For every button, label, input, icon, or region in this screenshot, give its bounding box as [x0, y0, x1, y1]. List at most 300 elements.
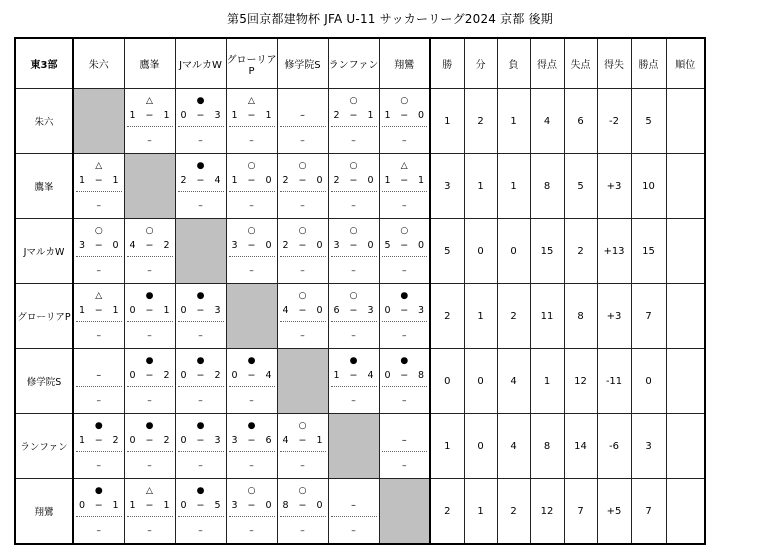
pk-score: – [96, 461, 101, 471]
match-result [227, 219, 277, 283]
score-own: 0 [180, 370, 187, 381]
score-dash: − [145, 110, 154, 121]
result-mark: ● [196, 486, 205, 496]
score-dash: − [94, 305, 103, 316]
score-dash: − [247, 435, 256, 446]
score-own: 1 [333, 370, 340, 381]
table-row [15, 479, 705, 545]
match-result [380, 219, 430, 283]
score-own: 4 [282, 305, 289, 316]
match-cell [124, 479, 175, 545]
dotted-divider [229, 256, 275, 257]
column-header-stat: 負 [497, 38, 530, 89]
result-mark: ● [196, 421, 205, 431]
match-score [79, 175, 119, 187]
result-mark: ● [196, 96, 205, 106]
match-cell [175, 284, 226, 349]
match-result [278, 219, 328, 283]
score-dash: − [145, 370, 154, 381]
column-header-stat: 失点 [564, 38, 597, 89]
match-score [334, 370, 374, 382]
match-cell [124, 89, 175, 154]
score-own: 0 [129, 305, 136, 316]
score-opponent: 3 [367, 305, 374, 316]
division-label: 東3部 [15, 38, 73, 89]
stat-cell: 5 [631, 89, 666, 154]
stat-cell: +13 [597, 219, 631, 284]
dotted-divider [127, 256, 173, 257]
dotted-divider [229, 191, 275, 192]
match-result [227, 479, 277, 543]
match-cell [379, 349, 430, 414]
stat-cell: 15 [530, 219, 564, 284]
match-cell [73, 219, 124, 284]
score-dash: − [247, 500, 256, 511]
result-mark: ○ [145, 226, 154, 236]
stat-cell [666, 154, 705, 219]
match-score [232, 240, 272, 252]
stat-cell: 0 [464, 349, 497, 414]
dotted-divider [178, 191, 224, 192]
pk-score: – [96, 396, 101, 406]
match-cell [379, 284, 430, 349]
dotted-divider [178, 126, 224, 127]
header-row [15, 38, 705, 89]
result-mark: ○ [247, 486, 256, 496]
pk-score: – [402, 461, 407, 471]
dotted-divider [127, 321, 173, 322]
score-opponent: 0 [417, 110, 424, 121]
pk-score: – [198, 331, 203, 341]
score-dash: − [349, 240, 358, 251]
match-cell [379, 154, 430, 219]
match-result [329, 219, 379, 283]
pk-score: – [300, 331, 305, 341]
result-mark: △ [95, 291, 103, 301]
result-mark: ● [400, 291, 409, 301]
score-dash: − [94, 240, 103, 251]
stat-cell: 12 [564, 349, 597, 414]
match-result [329, 284, 379, 348]
pk-score: – [198, 396, 203, 406]
match-score [385, 175, 425, 187]
row-team-name: グローリアP [15, 284, 73, 349]
stat-cell: 2 [464, 89, 497, 154]
stat-cell: 15 [631, 219, 666, 284]
result-mark: ○ [247, 226, 256, 236]
match-result [74, 349, 124, 413]
match-score [130, 435, 170, 447]
result-mark: ○ [349, 226, 358, 236]
match-result [380, 284, 430, 348]
match-result [380, 349, 430, 413]
stat-cell: 8 [564, 284, 597, 349]
match-cell [277, 284, 328, 349]
pk-score: – [198, 136, 203, 146]
score-own: 5 [384, 240, 391, 251]
stat-cell: 5 [564, 154, 597, 219]
dotted-divider [280, 516, 326, 517]
score-own: 3 [333, 240, 340, 251]
score-dash: – [401, 435, 407, 446]
page-title: 第5回京都建物杯 JFA U-11 サッカーリーグ2024 京都 後期 [227, 12, 553, 26]
score-dash: − [349, 370, 358, 381]
stat-cell [666, 284, 705, 349]
match-score [385, 305, 425, 317]
match-cell [175, 349, 226, 414]
score-dash: − [247, 240, 256, 251]
result-mark: ○ [94, 226, 103, 236]
score-opponent: 0 [367, 175, 374, 186]
pk-score: – [198, 461, 203, 471]
match-cell [175, 414, 226, 479]
dotted-divider [76, 516, 122, 517]
column-header-team: JマルカW [175, 38, 226, 89]
match-cell [277, 479, 328, 545]
score-opponent: 1 [163, 500, 170, 511]
score-own: 0 [180, 110, 187, 121]
score-dash: − [400, 110, 409, 121]
pk-score: – [351, 266, 356, 276]
match-result [125, 349, 175, 413]
match-result [74, 219, 124, 283]
score-own: 0 [129, 435, 136, 446]
match-score [130, 500, 170, 512]
score-dash: − [349, 110, 358, 121]
pk-score: – [198, 201, 203, 211]
score-own: 1 [129, 500, 136, 511]
match-score [334, 500, 374, 512]
result-mark: ○ [400, 226, 409, 236]
match-cell [73, 284, 124, 349]
result-mark: △ [248, 96, 255, 106]
pk-score: – [96, 201, 101, 211]
self-match-cell [73, 89, 124, 154]
score-opponent: 1 [163, 305, 170, 316]
column-header-stat: 得点 [530, 38, 564, 89]
match-cell [73, 479, 124, 545]
stat-cell: 1 [464, 154, 497, 219]
result-mark: ○ [298, 161, 307, 171]
pk-score: – [351, 136, 356, 146]
score-own: 2 [180, 175, 187, 186]
score-dash: − [196, 110, 205, 121]
row-team-name: 翔鸞 [15, 479, 73, 545]
match-result [380, 414, 430, 478]
score-opponent: 1 [265, 110, 272, 121]
dotted-divider [229, 451, 275, 452]
table-row [15, 349, 705, 414]
score-own: 1 [79, 175, 86, 186]
match-result [278, 89, 328, 153]
pk-score: – [96, 526, 101, 536]
score-opponent: 4 [265, 370, 272, 381]
result-mark: △ [400, 161, 408, 171]
dotted-divider [331, 516, 377, 517]
score-dash: − [145, 500, 154, 511]
match-score [385, 370, 425, 382]
match-score [130, 110, 170, 122]
score-opponent: 2 [163, 240, 170, 251]
match-result [74, 284, 124, 348]
result-mark: ○ [298, 226, 307, 236]
column-header-team: 修学院S [277, 38, 328, 89]
match-result [227, 414, 277, 478]
score-opponent: 0 [265, 240, 272, 251]
pk-score: – [351, 396, 356, 406]
match-result [176, 89, 226, 153]
match-result [74, 414, 124, 478]
match-score [130, 370, 170, 382]
match-cell [328, 219, 379, 284]
match-cell [328, 89, 379, 154]
score-opponent: 5 [214, 500, 221, 511]
stat-cell: 8 [530, 414, 564, 479]
score-dash: − [298, 175, 307, 186]
stat-cell: 4 [497, 414, 530, 479]
stat-cell: 1 [430, 414, 464, 479]
score-dash: − [349, 305, 358, 316]
score-opponent: 0 [367, 240, 374, 251]
score-dash: − [94, 500, 103, 511]
match-result [329, 479, 379, 543]
score-opponent: 1 [112, 305, 119, 316]
dotted-divider [331, 321, 377, 322]
row-team-name: 朱六 [15, 89, 73, 154]
score-dash: − [298, 435, 307, 446]
pk-score: – [249, 461, 254, 471]
pk-score: – [96, 266, 101, 276]
result-mark: ● [196, 356, 205, 366]
score-own: 2 [333, 110, 340, 121]
pk-score: – [249, 136, 254, 146]
stat-cell [666, 89, 705, 154]
score-own: 0 [384, 370, 391, 381]
match-result [329, 349, 379, 413]
stat-cell: 3 [430, 154, 464, 219]
match-result [176, 349, 226, 413]
pk-score: – [351, 526, 356, 536]
match-result [329, 154, 379, 218]
stat-cell: 14 [564, 414, 597, 479]
match-result [176, 284, 226, 348]
stat-cell: 0 [430, 349, 464, 414]
stat-cell: 2 [497, 479, 530, 545]
result-mark: ● [349, 356, 358, 366]
score-dash: − [196, 500, 205, 511]
stat-cell: 8 [530, 154, 564, 219]
dotted-divider [382, 451, 428, 452]
score-dash: − [145, 240, 154, 251]
match-result [227, 349, 277, 413]
score-opponent: 0 [316, 500, 323, 511]
match-score [283, 175, 323, 187]
stat-cell: 0 [464, 414, 497, 479]
dotted-divider [178, 451, 224, 452]
column-header-stat: 得失 [597, 38, 631, 89]
stat-cell: 1 [530, 349, 564, 414]
score-opponent: 0 [316, 175, 323, 186]
pk-score: – [300, 526, 305, 536]
pk-score: – [147, 526, 152, 536]
score-own: 1 [231, 110, 238, 121]
match-cell [73, 154, 124, 219]
stat-cell: 1 [497, 89, 530, 154]
row-team-name: ランファン [15, 414, 73, 479]
score-dash: − [298, 240, 307, 251]
score-own: 3 [231, 435, 238, 446]
match-result [329, 89, 379, 153]
match-score [181, 175, 221, 187]
match-result [227, 89, 277, 153]
score-own: 1 [231, 175, 238, 186]
score-own: 4 [129, 240, 136, 251]
match-result [125, 414, 175, 478]
pk-score: – [147, 461, 152, 471]
match-result [176, 414, 226, 478]
result-mark: ○ [247, 161, 256, 171]
dotted-divider [178, 516, 224, 517]
match-score [283, 240, 323, 252]
table-row [15, 284, 705, 349]
score-own: 2 [282, 175, 289, 186]
match-cell [277, 89, 328, 154]
stat-cell: 2 [430, 284, 464, 349]
pk-score: – [351, 331, 356, 341]
stat-cell: +5 [597, 479, 631, 545]
score-opponent: 2 [163, 435, 170, 446]
stat-cell: +3 [597, 284, 631, 349]
match-score [334, 305, 374, 317]
score-opponent: 1 [367, 110, 374, 121]
match-cell [277, 219, 328, 284]
result-mark: ● [247, 356, 256, 366]
table-row [15, 89, 705, 154]
score-opponent: 0 [112, 240, 119, 251]
match-result [74, 154, 124, 218]
score-own: 1 [79, 435, 86, 446]
pk-score: – [249, 201, 254, 211]
match-score [181, 500, 221, 512]
stat-cell: 2 [497, 284, 530, 349]
score-own: 6 [333, 305, 340, 316]
self-match-cell [175, 219, 226, 284]
score-dash: − [349, 175, 358, 186]
match-cell [175, 479, 226, 545]
match-score [130, 305, 170, 317]
pk-score: – [198, 526, 203, 536]
league-table [14, 37, 706, 545]
dotted-divider [127, 126, 173, 127]
table-row [15, 219, 705, 284]
table-row [15, 154, 705, 219]
match-score [79, 435, 119, 447]
score-own: 3 [231, 500, 238, 511]
match-cell [328, 479, 379, 545]
stat-cell: 3 [631, 414, 666, 479]
match-cell [73, 349, 124, 414]
result-mark: ● [196, 161, 205, 171]
score-opponent: 2 [112, 435, 119, 446]
score-opponent: 1 [112, 500, 119, 511]
match-cell [328, 349, 379, 414]
match-result [278, 284, 328, 348]
score-dash: – [351, 500, 356, 511]
column-header-team: グローリアP [226, 38, 277, 89]
dotted-divider [331, 126, 377, 127]
match-cell [379, 219, 430, 284]
score-own: 0 [180, 305, 187, 316]
match-cell [277, 154, 328, 219]
dotted-divider [76, 386, 122, 387]
self-match-cell [277, 349, 328, 414]
dotted-divider [229, 386, 275, 387]
match-cell [379, 89, 430, 154]
match-score [283, 435, 323, 447]
match-cell [124, 349, 175, 414]
match-score [283, 500, 323, 512]
result-mark: ● [247, 421, 256, 431]
dotted-divider [280, 126, 326, 127]
match-result [380, 89, 430, 153]
self-match-cell [328, 414, 379, 479]
pk-score: – [402, 136, 407, 146]
result-mark: ● [400, 356, 409, 366]
score-dash: − [400, 240, 409, 251]
score-opponent: 6 [265, 435, 272, 446]
result-mark: ● [145, 356, 154, 366]
stat-cell: 1 [497, 154, 530, 219]
score-dash: − [196, 435, 205, 446]
dotted-divider [76, 191, 122, 192]
stat-cell: 7 [631, 479, 666, 545]
score-opponent: 4 [214, 175, 221, 186]
score-dash: − [196, 305, 205, 316]
column-header-stat: 勝 [430, 38, 464, 89]
match-score [79, 500, 119, 512]
match-result [227, 154, 277, 218]
stat-cell: 2 [564, 219, 597, 284]
pk-score: – [147, 396, 152, 406]
stat-cell: +3 [597, 154, 631, 219]
stat-cell: 0 [464, 219, 497, 284]
pk-score: – [402, 266, 407, 276]
pk-score: – [249, 396, 254, 406]
pk-score: – [300, 266, 305, 276]
stat-cell: 4 [497, 349, 530, 414]
result-mark: ○ [400, 96, 409, 106]
match-score [283, 110, 323, 122]
match-result [380, 154, 430, 218]
match-result [176, 479, 226, 543]
dotted-divider [331, 191, 377, 192]
result-mark: △ [146, 96, 153, 106]
score-dash: − [400, 370, 409, 381]
match-score [181, 305, 221, 317]
score-opponent: 0 [265, 175, 272, 186]
match-score [232, 175, 272, 187]
result-mark: △ [146, 486, 153, 496]
result-mark: ○ [349, 96, 358, 106]
score-dash: − [94, 435, 103, 446]
score-dash: − [196, 370, 205, 381]
match-score [334, 175, 374, 187]
score-own: 0 [180, 435, 187, 446]
self-match-cell [124, 154, 175, 219]
score-opponent: 4 [367, 370, 374, 381]
match-result [278, 154, 328, 218]
dotted-divider [382, 321, 428, 322]
